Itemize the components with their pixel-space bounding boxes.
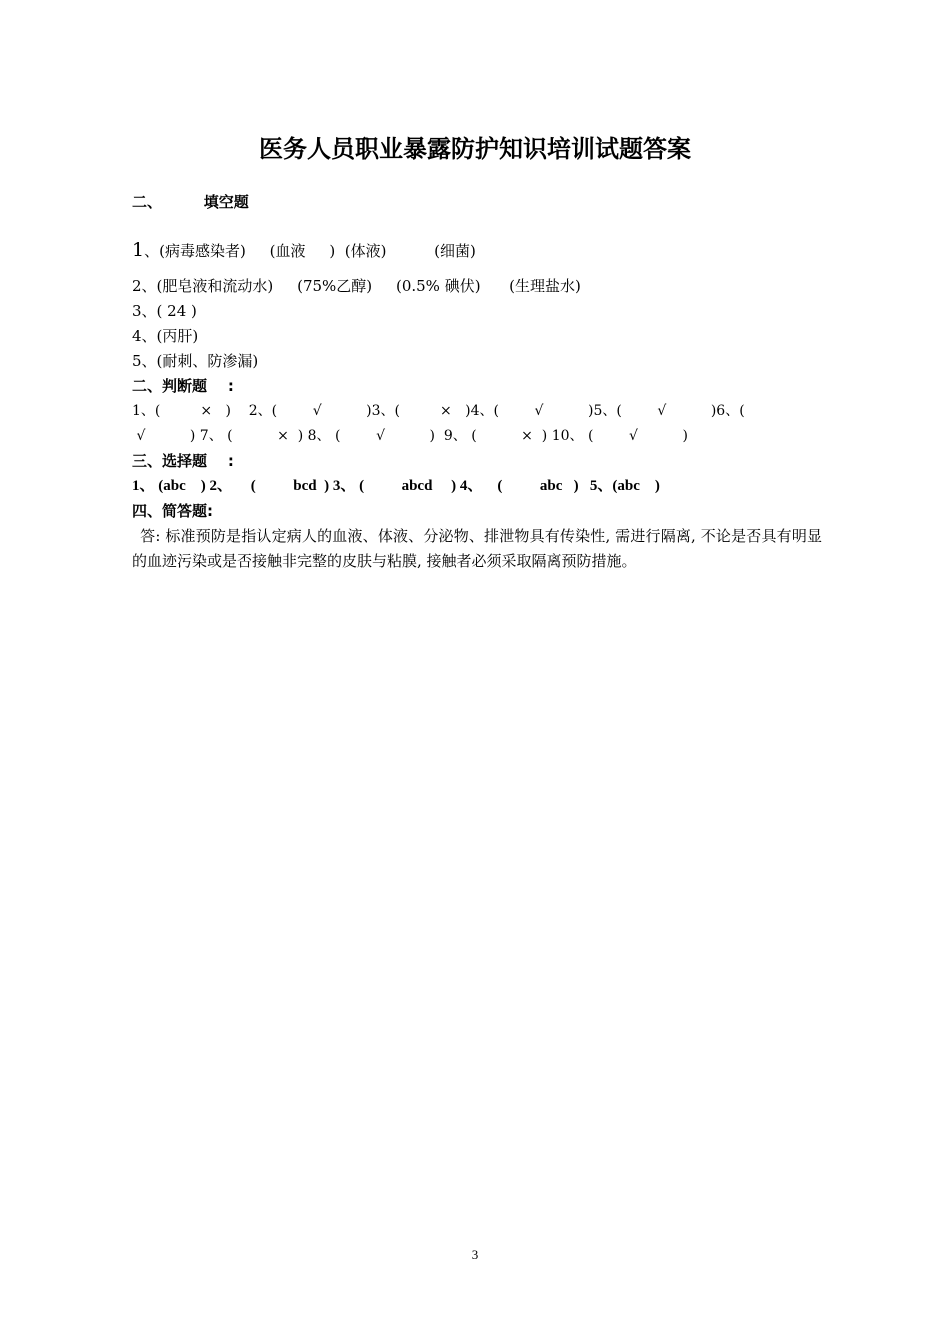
fill-blank-item-1-text: 、(病毒感染者) (血液 ) (体液) (细菌) <box>144 242 476 260</box>
fill-blank-heading: 二、 填空题 <box>132 193 249 211</box>
short-answer-text <box>132 524 822 574</box>
short-answer-body: 答: 标准预防是指认定病人的血液、体液、分泌物、排泄物具有传染性, 需进行隔离, 不论是否具有明显的血迹污染或是否接触非完整的皮肤与粘膜, 接触者必须采取隔离预防措施。 <box>132 527 822 570</box>
fill-blank-item-3: 3、( 24 ) <box>132 302 197 320</box>
fill-blank-item-1-number: 1 <box>132 239 145 261</box>
document-title: 医务人员职业暴露防护知识培训试题答案 <box>259 135 691 163</box>
fill-blank-item-5: 5、(耐刺、防渗漏) <box>132 352 259 370</box>
true-false-answers-line-2: √ ) 7、 ( × ) 8、 ( √ ) 9、 ( × ) 10、 ( √ ) <box>132 428 688 444</box>
true-false-answers-line-1: 1、( × ) 2、( √ )3、( × )4、( √ )5、( √ )6、( <box>132 403 745 419</box>
true-false-heading: 二、判断题 : <box>132 377 234 395</box>
multiple-choice-heading: 三、选择题 : <box>132 452 234 470</box>
fill-blank-item-2: 2、(肥皂液和流动水) (75%乙醇) (0.5% 碘伏) (生理盐水) <box>132 277 581 295</box>
multiple-choice-answers: 1、 (abc ) 2、 ( bcd ) 3、 ( abcd ) 4、 ( abc ) 5、(abc ) <box>132 478 660 494</box>
page-number: 3 <box>471 1247 479 1262</box>
short-answer-heading: 四、简答题: <box>132 502 213 520</box>
fill-blank-item-1 <box>132 239 476 262</box>
fill-blank-item-4: 4、(丙肝) <box>132 327 199 345</box>
